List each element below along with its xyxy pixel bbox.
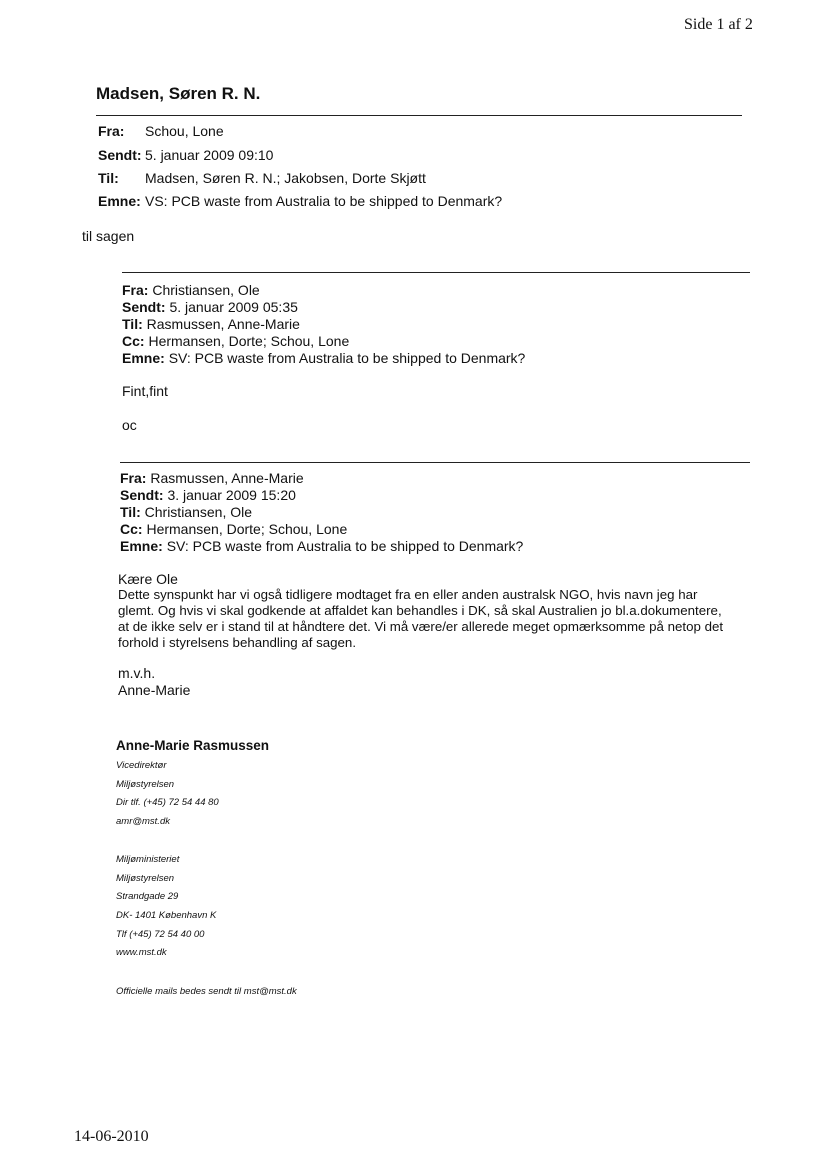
- message1-divider: [122, 272, 750, 273]
- message1-cc-label: Cc:: [122, 333, 145, 349]
- from-value: Schou, Lone: [145, 123, 224, 139]
- message1-subject-value: SV: PCB waste from Australia to be shipped to Denmark?: [168, 350, 526, 366]
- page-number: Side 1 af 2: [684, 16, 753, 33]
- signature-email: amr@mst.dk: [116, 816, 170, 827]
- signature-website: www.mst.dk: [116, 947, 167, 958]
- message2-subject-value: SV: PCB waste from Australia to be shipped to Denmark?: [166, 538, 524, 554]
- message2-body-line: at de ikke selv er i stand til at håndtere det. Vi må være/er allerede meget opmærksomme på netop det: [118, 619, 724, 634]
- message2-cc: [120, 521, 347, 537]
- message2-from-value: Rasmussen, Anne-Marie: [150, 470, 304, 486]
- message1-cc: [122, 333, 349, 349]
- signature-agency: Miljøstyrelsen: [116, 873, 175, 884]
- signature-org: Miljøstyrelsen: [116, 779, 175, 790]
- message1-body: Fint,fint: [122, 383, 168, 399]
- message2-sent: [120, 487, 296, 503]
- sent-value: 5. januar 2009 09:10: [145, 147, 274, 163]
- message1-sent: [122, 299, 298, 315]
- signature-note: Officielle mails bedes sendt til mst@mst.dk: [116, 986, 297, 997]
- to-value: Madsen, Søren R. N.; Jakobsen, Dorte Skjøtt: [145, 170, 426, 186]
- to-label: Til:: [98, 170, 119, 186]
- signature-ministry: Miljøministeriet: [116, 854, 180, 865]
- message1-cc-value: Hermansen, Dorte; Schou, Lone: [148, 333, 350, 349]
- signature-main-phone: Tlf (+45) 72 54 40 00: [116, 929, 205, 940]
- message2-body-line: glemt. Og hvis vi skal godkende at affaldet kan behandles i DK, så skal Australien jo bl.a.dokumentere,: [118, 603, 722, 618]
- message2-cc-value: Hermansen, Dorte; Schou, Lone: [146, 521, 348, 537]
- message1-from-value: Christiansen, Ole: [152, 282, 260, 298]
- message2-body-line: Dette synspunkt har vi også tidligere modtaget fra en eller anden australsk NGO, hvis navn jeg har: [118, 587, 698, 602]
- message2-from: [120, 470, 304, 486]
- header-divider: [96, 115, 742, 116]
- message2-to: [120, 504, 252, 520]
- message1-to-value: Rasmussen, Anne-Marie: [146, 316, 300, 332]
- message1-sent-value: 5. januar 2009 05:35: [169, 299, 298, 315]
- message1-to-label: Til:: [122, 316, 143, 332]
- message1-to: [122, 316, 300, 332]
- message2-divider: [120, 462, 750, 463]
- message2-subject: [120, 538, 523, 554]
- message2-from-label: Fra:: [120, 470, 147, 486]
- message2-to-value: Christiansen, Ole: [144, 504, 253, 520]
- message2-greeting: Kære Ole: [118, 571, 178, 587]
- message1-from: [122, 282, 260, 298]
- message2-body-line: forhold i styrelsens behandling af sagen.: [118, 635, 357, 650]
- message1-sent-label: Sendt:: [122, 299, 166, 315]
- message2-closing-name: Anne-Marie: [118, 682, 191, 698]
- message2-sent-value: 3. januar 2009 15:20: [167, 487, 296, 503]
- from-label: Fra:: [98, 123, 125, 139]
- footer-date: 14-06-2010: [74, 1128, 149, 1145]
- message1-signoff: oc: [122, 417, 137, 433]
- message2-sent-label: Sendt:: [120, 487, 164, 503]
- message1-subject-label: Emne:: [122, 350, 165, 366]
- message2-to-label: Til:: [120, 504, 141, 520]
- signature-title: Vicedirektør: [116, 760, 167, 771]
- message2-cc-label: Cc:: [120, 521, 143, 537]
- signature-city: DK- 1401 København K: [116, 910, 217, 921]
- body-note: til sagen: [82, 228, 135, 244]
- signature-phone: Dir tlf. (+45) 72 54 44 80: [116, 797, 219, 808]
- mailbox-owner: Madsen, Søren R. N.: [96, 84, 261, 103]
- signature-street: Strandgade 29: [116, 891, 179, 902]
- message1-subject: [122, 350, 525, 366]
- sent-label: Sendt:: [98, 147, 142, 163]
- signature-name: Anne-Marie Rasmussen: [116, 738, 270, 753]
- subject-label: Emne:: [98, 193, 141, 209]
- message2-subject-label: Emne:: [120, 538, 163, 554]
- message2-closing: m.v.h.: [118, 665, 156, 681]
- message1-from-label: Fra:: [122, 282, 149, 298]
- subject-value: VS: PCB waste from Australia to be shipped to Denmark?: [145, 193, 503, 209]
